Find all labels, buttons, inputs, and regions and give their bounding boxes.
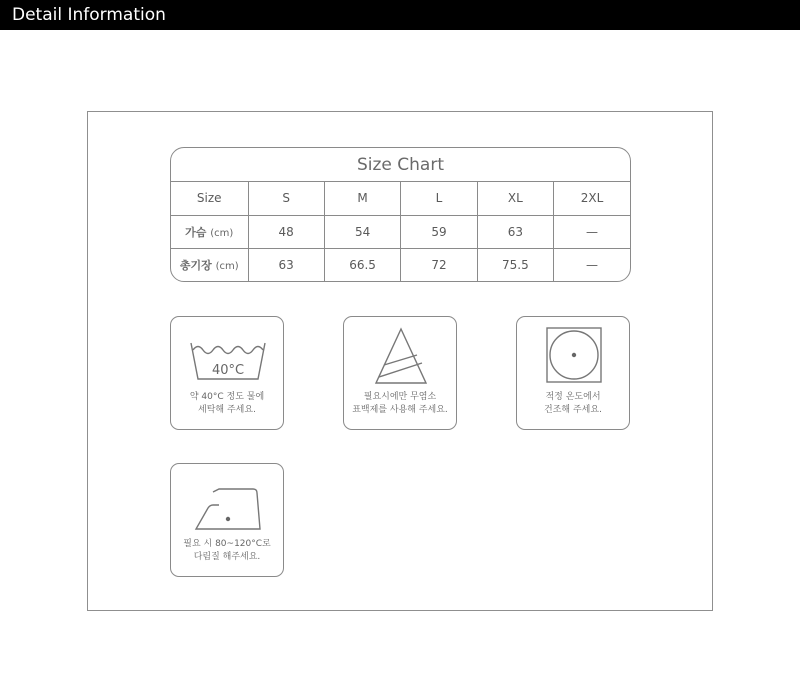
care-line: 필요 시 80~120°C로: [183, 539, 271, 549]
care-card-bleach: [343, 316, 457, 430]
table-header-row: [171, 182, 630, 215]
column-header: M: [324, 182, 400, 215]
care-line: 세탁해 주세요.: [198, 405, 256, 415]
care-card-dry: [516, 316, 630, 430]
column-header: Size: [171, 182, 248, 215]
wash-40c-icon: [171, 317, 285, 391]
care-text-wash: [171, 391, 283, 417]
column-header: L: [401, 182, 477, 215]
row-unit: (cm): [210, 227, 234, 239]
care-line: 표백제를 사용해 주세요.: [352, 405, 448, 415]
care-card-iron: [170, 463, 284, 577]
iron-icon: [171, 464, 285, 538]
care-line: 필요시에만 무염소: [363, 392, 437, 402]
row-label-text: 총기장: [179, 258, 212, 272]
size-chart: [170, 147, 631, 282]
table-cell: 75.5: [477, 248, 553, 281]
table-cell: 59: [401, 215, 477, 248]
row-label-length: [171, 248, 248, 281]
table-cell: 54: [324, 215, 400, 248]
table-row: [171, 248, 630, 281]
bleach-triangle-icon: [344, 317, 458, 391]
table-cell: 63: [477, 215, 553, 248]
care-text-iron: [171, 538, 283, 564]
care-line: 약 40°C 정도 물에: [189, 392, 265, 402]
table-cell: 72: [401, 248, 477, 281]
table-cell: —: [586, 257, 599, 272]
column-header: S: [248, 182, 324, 215]
header-bar: [0, 0, 800, 30]
row-unit: (cm): [215, 260, 239, 272]
size-chart-title: Size Chart: [171, 148, 630, 182]
table-cell: 63: [248, 248, 324, 281]
header-title: Detail Information: [12, 5, 166, 25]
row-label-chest: [171, 215, 248, 248]
row-label-text: 가슴: [185, 225, 207, 239]
table-cell: 66.5: [324, 248, 400, 281]
care-text-dry: [517, 391, 629, 417]
tumble-dry-icon: [517, 317, 631, 391]
care-card-wash: [170, 316, 284, 430]
column-header: 2XL: [554, 182, 630, 215]
table-row: [171, 215, 630, 248]
wash-temp-text: 40°C: [211, 363, 245, 378]
table-cell: 48: [248, 215, 324, 248]
care-line: 적정 온도에서: [545, 392, 601, 402]
column-header: XL: [477, 182, 553, 215]
size-table: [171, 182, 630, 281]
care-line: 건조해 주세요.: [544, 405, 602, 415]
care-text-bleach: [344, 391, 456, 417]
table-cell: —: [554, 215, 630, 248]
care-line: 다림질 해주세요.: [193, 552, 261, 562]
